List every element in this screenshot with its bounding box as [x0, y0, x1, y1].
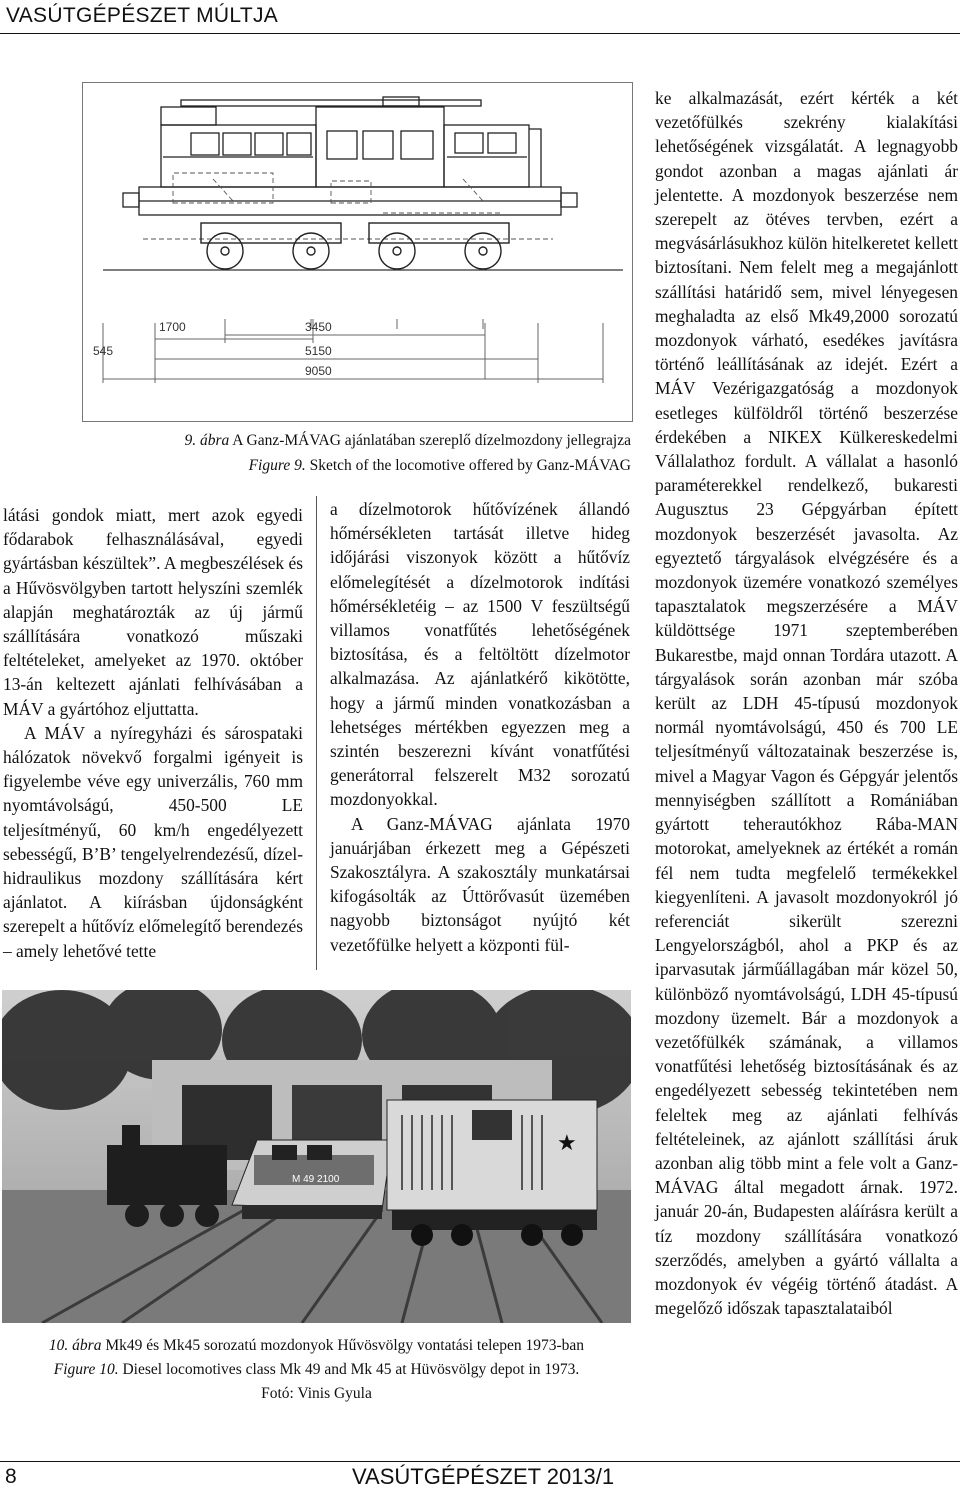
- journal-footer: VASÚTGÉPÉSZET 2013/1: [352, 1464, 615, 1489]
- paragraph: A Ganz-MÁVAG ajánlata 1970 januárjában érkezett meg a Gépészeti Szakosztályra. A szakosztály munkatársai kifogásolták az Úttörővasút üzemében nagyobb biztonságot nyújtó két vezetőfülke helyett a központi fül-: [330, 813, 630, 955]
- exhaust-stack: [383, 97, 419, 106]
- paragraph: ke alkalmazását, ezért kérték a két vezetőfülkés szekrény kialakítási lehetőségének vizsgálatát. A legnagyobb gondot azonban a magas ajánlati ár jelentette. A mozdonyok beszerzése nem szerepelt az ötéves tervben, ezért a megvásárlásukhoz külön hitelkeretet kellett biztosítani. Nem felelt meg a megajánlott szállítási határidő sem, mivel lényegesen meghaladta az első Mk49,2000 sorozatú mozdonyok várható, esedékes javításra történő leállításának az idejét. Ezért a MÁV Vezérigazgatóság a mozdonyok esetleges külföldről történő beszerzése érdekében a NIKEX Külkereskedelmi Vállalathoz fordult. A vállalat a hasonló paraméterekkel rendelkező, bukaresti Augusztus 23 Gépgyárban épített mozdonyok beszerzését javasolta. Az egyeztető tárgyalások elvégzésére és a mozdonyok üzemére vonatkozó személyes tapasztalatok megszerzésére a MÁV küldöttsége 1971 szeptemberében Bukarestbe, majd onnan Tordára utazott. A tárgyalások során azonban már szóba került az LDH 45-típusú mozdonyok normál nyomtávolságú, 450 és 700 LE teljesítményű változatainak beszerzése is, mivel a Magyar Vagon és Gépgyár jelentős mennyiségben szállított a Romániában gyártott teherautókhoz Rába-MAN motorokat, amelyeknek az értékét a román fél nem tudta megfelelő termékekkel kiegyenlíteni. A javasolt mozdonyokról jó referenciát sikerült szerezni Lengyelországból, ahol a PKP és az iparvasutak járműállagában már közel 50, különböző nyomtávolságú, LDH 45-típusú mozdony üzemelt. Bár a mozdonyok a vezetőfülkék számának, a villamos vonatfűtési lehetőség biztosításának és az engedélyezett sebesség tekintetében nem feleltek meg az ajánlati felhívás feltételeinek, az ajánlott szállítási áruk azonban alig több mint a fele volt a Ganz-MÁVAG által megadott árnak. 1972. január 20-án, Budapesten aláírásra került a tíz mozdony szállítására vonatkozó szerződés, amelyben a gyártó vállalta a mozdonyok év végéig történő átadást. A megelőző időszak tapasztalataiból: [655, 88, 958, 1319]
- wheel: [293, 233, 329, 269]
- photo-credit: Fotó: Vinis Gyula: [261, 1385, 372, 1402]
- roof-rail: [181, 100, 481, 106]
- column-divider: [316, 496, 317, 970]
- rear-hood: [161, 125, 316, 187]
- text-column-1: [3, 503, 303, 963]
- running-head: VASÚTGÉPÉSZET MÚLTJA: [6, 4, 279, 27]
- dimension-label: 9050: [305, 364, 332, 378]
- figure-10-photo: [2, 990, 631, 1323]
- dimension-label: 3450: [305, 320, 332, 334]
- figure-9-drawing: [82, 82, 633, 422]
- page-number: 8: [5, 1465, 17, 1488]
- paragraph: a dízelmotorok hűtővízének állandó hőmérsékleten tartását illetve hideg időjárási viszonyok között a hűtővíz előmelegítését a dízelmotorok indítási hőmérsékletéig – az 1500 V feszültségű villamos vonatfűtés lehetőségének biztosítása, és a feltöltött dízelmotor alkalmazása. Az ajánlatkérő kikötötte, hogy a jármű minden vonatkozásban a lehetséges mértékben egyezzen meg a szintén beszerezni kívánt vonatfűtési generátorral felszerelt M32 sorozatú mozdonyokkal.: [330, 499, 630, 810]
- dimension-label: 1700: [159, 320, 186, 334]
- footer-rule: [0, 1461, 960, 1462]
- figure-10-caption-en: Figure 10. Diesel locomotives class Mk 49 and Mk 45 at Hüvösvölgy depot in 1973.: [53, 1361, 580, 1378]
- figure-9-caption-en: Figure 9. Sketch of the locomotive offered by Ganz-MÁVAG: [248, 457, 631, 474]
- figure-9-caption-hu: 9. ábra A Ganz-MÁVAG ajánlatában szereplő dízelmozdony jellegrajza: [184, 432, 631, 449]
- dimension-label: 545: [93, 344, 114, 358]
- locomotive-sketch-svg: [83, 83, 632, 421]
- header-rule: [0, 33, 960, 34]
- star-emblem-icon: ★: [557, 1130, 577, 1155]
- paragraph: A MÁV a nyíregyházi és sárospataki hálózatok növekvő forgalmi igényeit is figyelembe véve egy univerzális, 760 mm nyomtávolságú, 450-500 LE teljesítményű, 60 km/h engedélyezett sebességű, B’B’ tengelyelrendezésű, dízel-hidraulikus mozdony szállítására kért ajánlatot. A kiírásban újdonságként szerepelt a hűtővíz előmelegítő berendezés – amely lehetővé tette: [3, 722, 303, 961]
- text-column-2: [330, 497, 630, 957]
- text-column-3: [655, 86, 958, 1320]
- locomotive-plate: M 49 2100: [292, 1174, 340, 1185]
- cab: [316, 107, 444, 187]
- wheel: [207, 233, 243, 269]
- wheel: [379, 233, 415, 269]
- wheel: [465, 233, 501, 269]
- figure-10-caption-hu: 10. ábra Mk49 és Mk45 sorozatú mozdonyok Hűvösvölgy vontatási telepen 1973-ban: [48, 1337, 585, 1354]
- paragraph: látási gondok miatt, mert azok egyedi fődarabok felhasználásával, egyedi gyártásban készültek”. A megbeszélések és a Hűvösvölgyben tartott helyszíni szemlék alapján meghatározták az új jármű szállítására vonatkozó műszaki feltételeket, amelyeket az 1970. október 13-án keltezett ajánlati felhívásában a MÁV a gyártóhoz eljuttatta.: [3, 505, 303, 719]
- dimension-label: 5150: [305, 344, 332, 358]
- depot-photo-svg: [2, 990, 631, 1323]
